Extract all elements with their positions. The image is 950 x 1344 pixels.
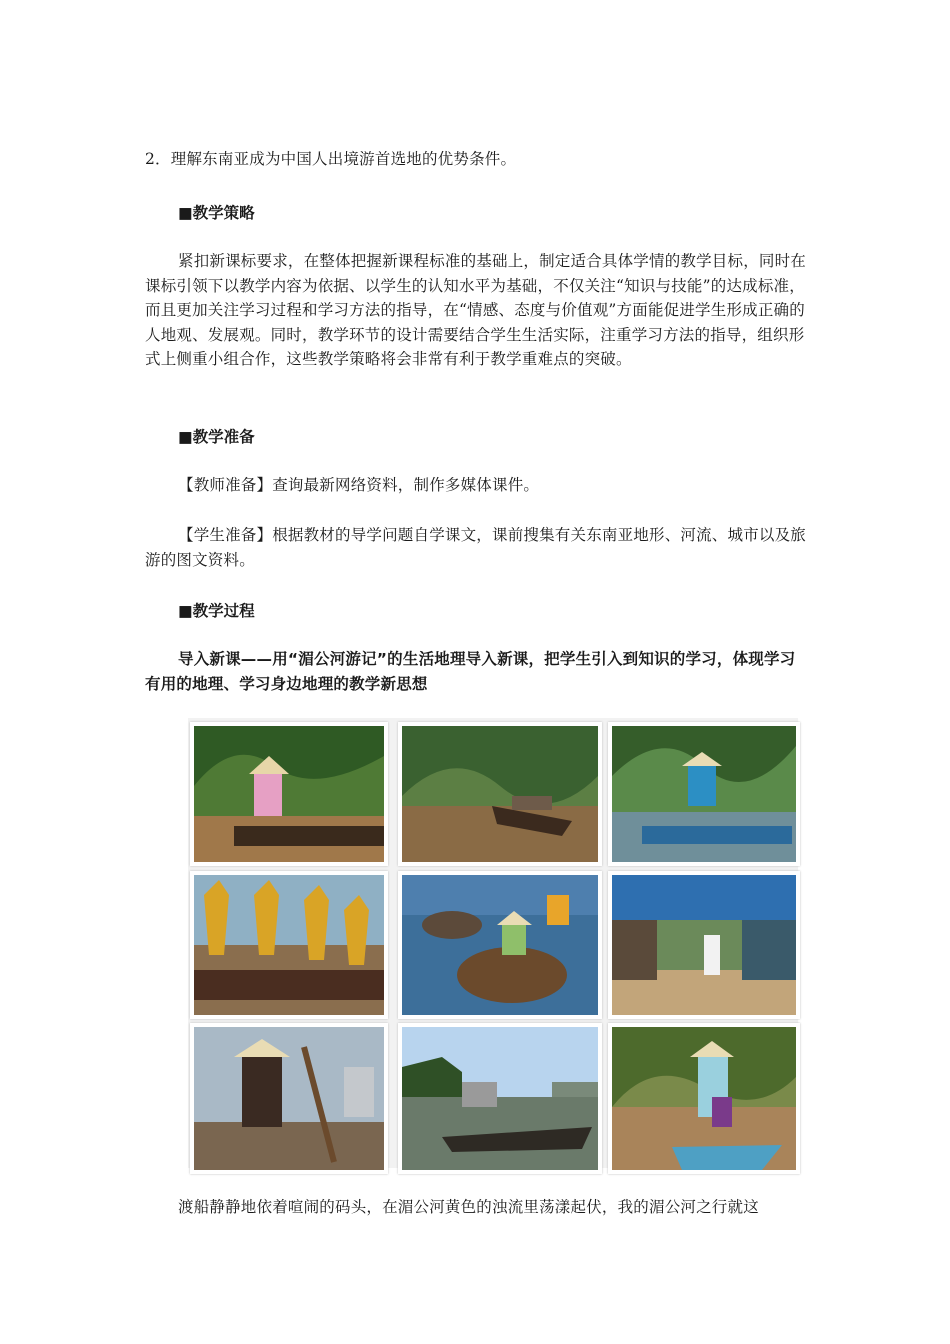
strategy-heading: ■教学策略 — [178, 204, 255, 222]
photo-smiling-rower — [608, 1023, 800, 1174]
student-preparation: 【学生准备】根据教材的导学问题自学课文，课前搜集有关东南亚地形、河流、城市以及旅游的图文资料。 — [145, 526, 807, 569]
process-heading: ■教学过程 — [178, 602, 255, 620]
photo-boats-on-canal — [398, 722, 602, 866]
photo-woman-rowing-boat — [190, 722, 388, 866]
photo-dragon-boats — [190, 871, 388, 1019]
strategy-paragraph: 紧扣新课标要求，在整体把握新课程标准的基础上，制定适合具体学情的教学目标，同时在课标引领下以教学内容为依据、以学生的认知水平为基础，不仅关注“知识与技能”的达成标准，而且更加关注学习过程和学习方法的指导，在“情感、态度与价值观”方面能促进学生形成正确的人地观、发展观。同时，教学环节的设计需要结合学生生活实际，注重学习方法的指导，组织形式上侧重小组合作，这些教学策略将会非常有利于教学重难点的突破。 — [145, 252, 807, 368]
teacher-preparation: 【教师准备】查询最新网络资料，制作多媒体课件。 — [178, 476, 540, 494]
photo-market-street — [608, 871, 800, 1019]
photo-floating-market-basket-boat — [398, 871, 602, 1019]
photo-river-houses — [398, 1023, 602, 1174]
intro-paragraph: 导入新课——用“湄公河游记”的生活地理导入新课，把学生引入到知识的学习，体现学习有用的地理、学习身边地理的教学新思想 — [145, 650, 796, 693]
mekong-photo-collage — [188, 718, 798, 1168]
preparation-heading: ■教学准备 — [178, 428, 255, 446]
closing-paragraph: 渡船静静地依着喧闹的码头，在湄公河黄色的浊流里荡漾起伏，我的湄公河之行就这 — [178, 1198, 759, 1216]
photo-woman-with-oar — [190, 1023, 388, 1174]
objective-item-2: 2．理解东南亚成为中国人出境游首选地的优势条件。 — [145, 150, 517, 168]
photo-rower-in-blue-boat — [608, 722, 800, 866]
